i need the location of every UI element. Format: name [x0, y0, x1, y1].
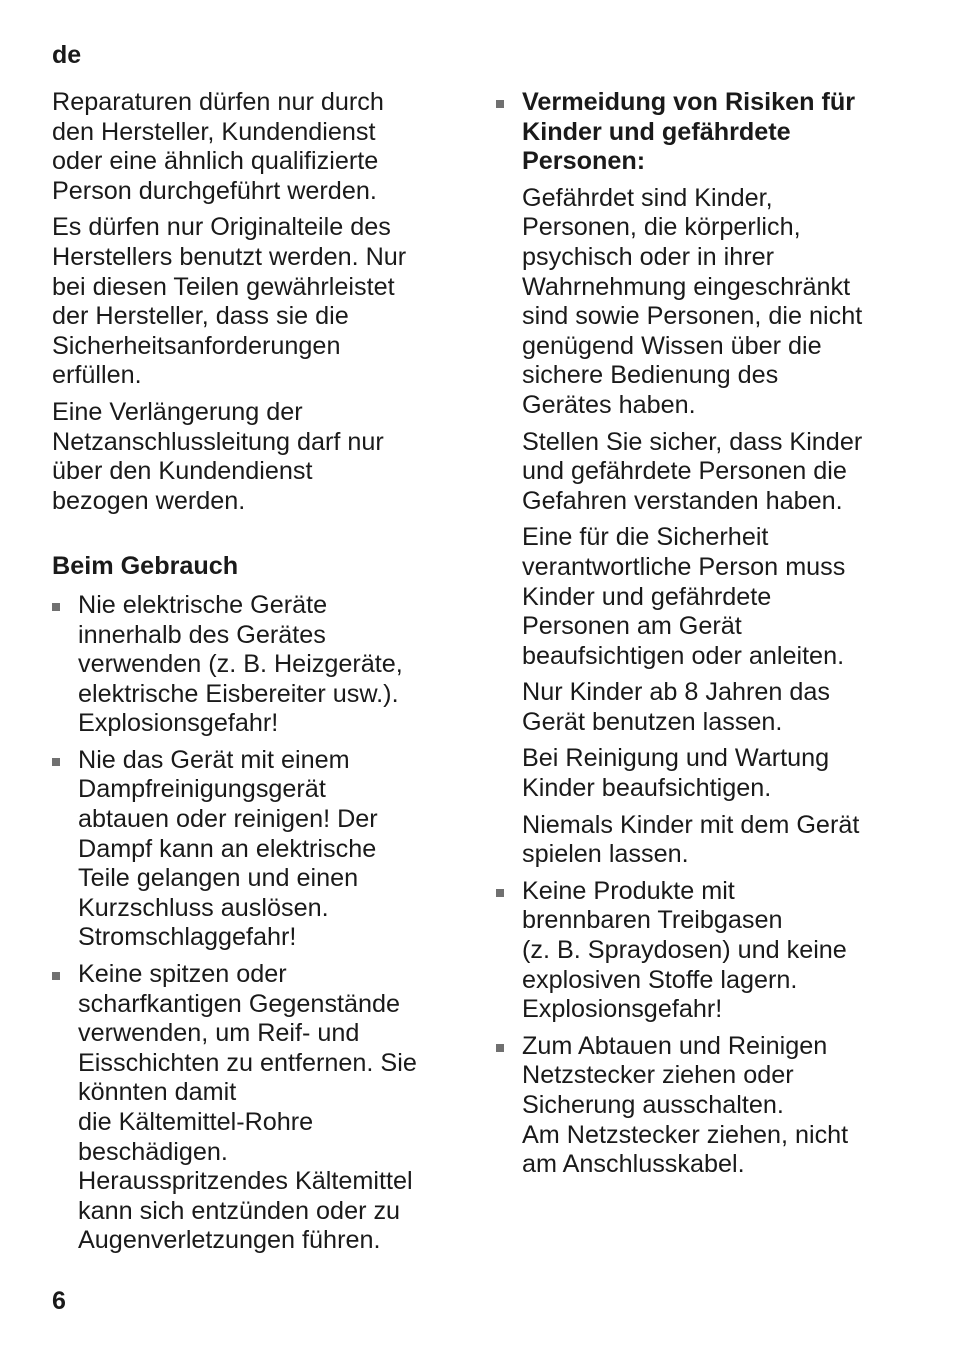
square-bullet-icon [496, 100, 504, 108]
section-heading-usage: Beim Gebrauch [52, 552, 239, 581]
risk-paragraph: Niemals Kinder mit dem Gerät spielen lassen. [522, 810, 860, 869]
square-bullet-icon [52, 758, 60, 766]
language-code: de [52, 41, 82, 69]
risk-paragraph: Bei Reinigung und Wartung Kinder beaufsichtigen. [522, 744, 830, 803]
risk-paragraph: Eine für die Sicherheit verantwortliche Person muss Kinder und gefährdete Personen am Gerät beaufsichtigen oder anleiten. [522, 523, 846, 670]
list-item-text: Nie das Gerät mit einem Dampfreinigungsgerät abtauen oder reinigen! Der Dampf kann an elektrische Teile gelangen und einen Kurzschluss auslösen. Stromschlaggefahr! [78, 745, 378, 952]
right-column [496, 88, 926, 1187]
list-item-text: Zum Abtauen und Reinigen Netzstecker ziehen oder Sicherung ausschalten. Am Netzstecker ziehen, nicht am Anschlusskabel. [522, 1031, 849, 1179]
list-item [52, 960, 464, 1256]
repair-paragraph: Reparaturen dürfen nur durch den Hersteller, Kundendienst oder eine ähnlich qualifizierte Person durchgeführt werden. [52, 88, 384, 205]
list-item [52, 591, 464, 739]
square-bullet-icon [496, 889, 504, 897]
left-column [52, 88, 464, 1263]
square-bullet-icon [52, 603, 60, 611]
list-item [496, 877, 926, 1025]
risk-paragraph: Gefährdet sind Kinder, Personen, die körperlich, psychisch oder in ihrer Wahrnehmung eingeschränkt sind sowie Personen, die nicht genügend Wissen über die sichere Bedienung des Gerätes haben. [522, 183, 863, 419]
extension-cable-paragraph: Eine Verlängerung der Netzanschlussleitung darf nur über den Kundendienst bezogen werden. [52, 397, 384, 515]
square-bullet-icon [52, 972, 60, 980]
risk-paragraph: Stellen Sie sicher, dass Kinder und gefährdete Personen die Gefahren verstanden haben. [522, 427, 863, 515]
risk-paragraph: Nur Kinder ab 8 Jahren das Gerät benutzen lassen. [522, 678, 831, 736]
list-item-risks [496, 88, 926, 870]
square-bullet-icon [496, 1044, 504, 1052]
original-parts-paragraph: Es dürfen nur Originalteile des Herstellers benutzt werden. Nur bei diesen Teilen gewährleistet der Hersteller, dass sie die Sicherheitsanforderungen erfüllen. [52, 213, 407, 390]
risk-item-title: Vermeidung von Risiken für Kinder und gefährdete Personen: [522, 88, 856, 176]
list-item [496, 1032, 926, 1180]
list-item-text: Nie elektrische Geräte innerhalb des Gerätes verwenden (z. B. Heizgeräte, elektrische Eisbereiter usw.). Explosionsgefahr! [78, 590, 403, 738]
list-item-text: Keine spitzen oder scharfkantigen Gegenstände verwenden, um Reif- und Eisschichten zu entfernen. Sie könnten damit die Kältemittel-Rohre beschädigen. Herausspritzendes Kältemittel kann sich entzünden oder zu Augenverletzungen führen. [78, 960, 417, 1255]
list-item [52, 746, 464, 953]
page-number: 6 [52, 1287, 66, 1315]
list-item-text: Keine Produkte mit brennbaren Treibgasen (z. B. Spraydosen) und keine explosiven Stoffe lagern. Explosionsgefahr! [522, 876, 847, 1024]
